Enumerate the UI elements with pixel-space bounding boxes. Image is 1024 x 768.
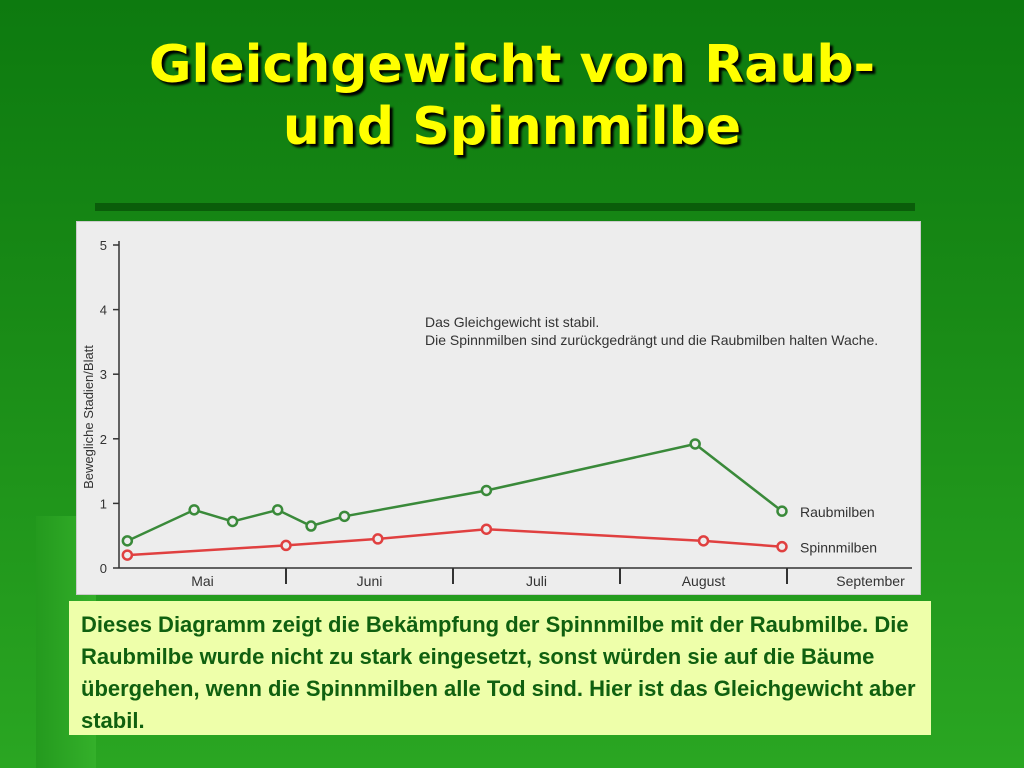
data-point-spinnmilben [282, 541, 291, 550]
series-label-spinnmilben: Spinnmilben [799, 539, 878, 556]
title-line-1: Gleichgewicht von Raub- [148, 35, 876, 95]
data-point-spinnmilben [482, 525, 491, 534]
y-tick-label: 3 [99, 367, 107, 383]
data-point-raubmilben [482, 486, 491, 495]
y-axis-label: Bewegliche Stadien/Blatt [81, 345, 96, 489]
y-tick-label: 1 [99, 496, 107, 512]
chart-panel [76, 221, 921, 595]
data-point-raubmilben [273, 505, 282, 514]
x-tick-label: Mai [191, 573, 214, 589]
data-point-raubmilben [123, 536, 132, 545]
chart-annotation-line-1: Das Gleichgewicht ist stabil. [425, 314, 600, 330]
data-point-raubmilben [691, 439, 700, 448]
data-point-raubmilben [228, 517, 237, 526]
y-tick-label: 4 [99, 302, 107, 318]
data-point-raubmilben [190, 505, 199, 514]
chart-axes [81, 238, 912, 589]
title-line-2: und Spinnmilbe [282, 97, 742, 157]
y-tick-label: 0 [99, 561, 107, 576]
x-tick-label: September [836, 573, 905, 589]
x-tick-label: Juni [356, 573, 383, 589]
chart-annotation-line-2: Die Spinnmilben sind zurückgedrängt und die Raubmilben halten Wache. [425, 332, 879, 348]
y-tick-label: 5 [99, 238, 107, 253]
y-tick-label: 2 [99, 431, 107, 447]
caption-box [69, 601, 931, 735]
line-chart [77, 222, 920, 594]
data-point-raubmilben [307, 522, 316, 531]
data-point-raubmilben [340, 512, 349, 521]
series-line-raubmilben [127, 444, 782, 541]
x-tick-label: Juli [525, 573, 548, 589]
decorative-bar [95, 203, 915, 211]
series-label-raubmilben: Raubmilben [799, 504, 875, 521]
data-point-spinnmilben [373, 534, 382, 543]
series-line-spinnmilben [127, 529, 782, 555]
caption-text: Dieses Diagramm zeigt die Bekämpfung der Spinnmilbe mit der Raubmilbe. Die Raubmilbe wurde nicht zu stark eingesetzt, sonst würden sie auf die Bäume übergehen, wenn die Spinnmilben alle Tod sind. Hier ist das Gleichgewicht aber stabil. [81, 612, 916, 733]
data-point-spinnmilben [123, 551, 132, 560]
x-tick-label: August [681, 573, 726, 589]
data-point-spinnmilben [699, 536, 708, 545]
data-point-raubmilben [777, 507, 786, 516]
data-point-spinnmilben [777, 542, 786, 551]
chart-series [123, 439, 877, 559]
slide-title [0, 34, 1024, 158]
